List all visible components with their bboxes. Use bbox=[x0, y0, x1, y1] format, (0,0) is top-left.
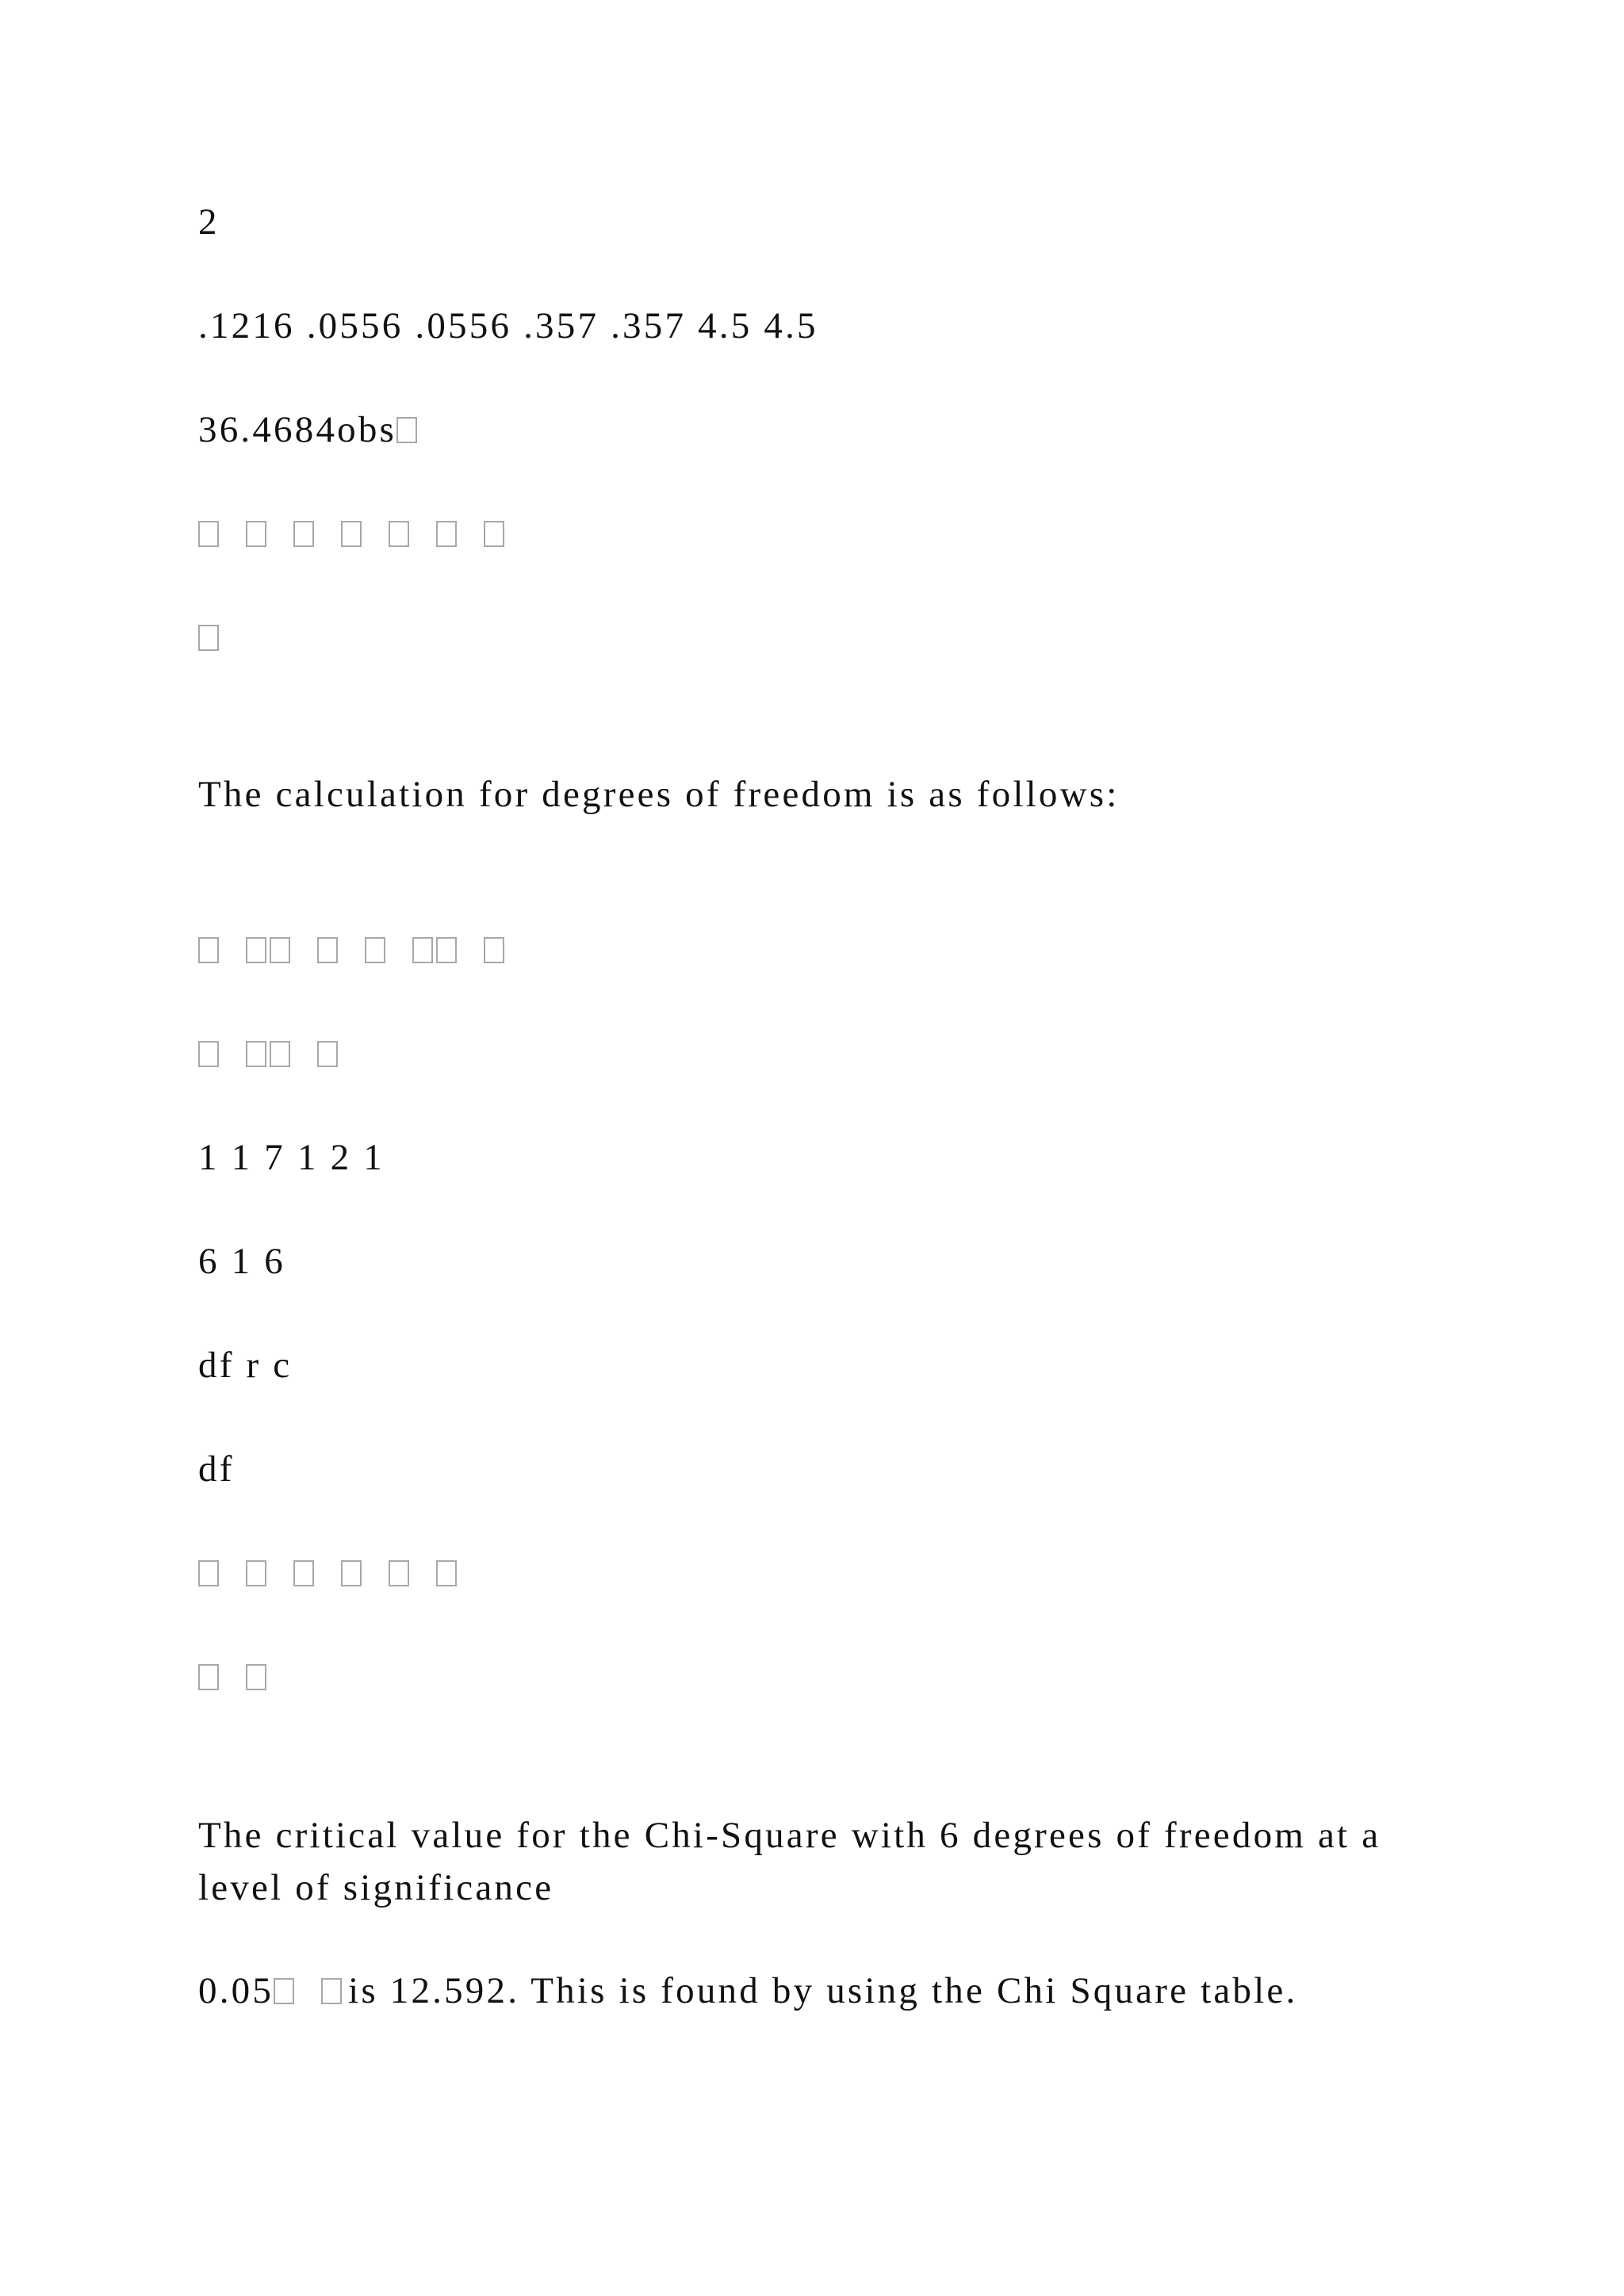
line-1: 2 bbox=[198, 201, 220, 243]
missing-glyph-icon bbox=[321, 1978, 342, 2004]
missing-glyph-icon bbox=[198, 521, 219, 547]
missing-glyph-icon bbox=[270, 1041, 290, 1067]
missing-glyph-icon bbox=[246, 1664, 266, 1690]
missing-glyph-icon bbox=[293, 521, 314, 547]
line-16 bbox=[198, 1965, 1297, 2017]
line-11: df r c bbox=[198, 1345, 293, 1386]
alpha-value: 0.05 bbox=[198, 1970, 274, 2011]
missing-glyph-icon bbox=[317, 1041, 338, 1067]
missing-glyph-icon bbox=[484, 937, 504, 963]
missing-glyph-icon bbox=[198, 625, 219, 651]
critical-value-paragraph: The critical value for the Chi-Square with 6 degrees of freedom at a level of significance bbox=[198, 1815, 1381, 1908]
missing-glyph-icon bbox=[436, 521, 457, 547]
missing-glyph-icon bbox=[436, 1560, 457, 1586]
line-12: df bbox=[198, 1448, 235, 1490]
missing-glyph-icon bbox=[436, 937, 457, 963]
missing-glyph-icon bbox=[484, 521, 504, 547]
line-7-glyphs bbox=[198, 924, 504, 976]
line-4-glyphs bbox=[198, 507, 504, 560]
missing-glyph-icon bbox=[246, 521, 266, 547]
missing-glyph-icon bbox=[246, 1041, 266, 1067]
missing-glyph-icon bbox=[412, 937, 433, 963]
critical-value-text: is 12.592. This is found by using the Chi Square table. bbox=[348, 1970, 1298, 2011]
missing-glyph-icon bbox=[365, 937, 385, 963]
missing-glyph-icon bbox=[198, 937, 219, 963]
line-14-glyphs bbox=[198, 1651, 266, 1703]
chi-square-obs-value: 36.4684obs bbox=[198, 409, 397, 450]
line-5-glyphs bbox=[198, 611, 219, 664]
line-3 bbox=[198, 404, 417, 456]
missing-glyph-icon bbox=[389, 1560, 409, 1586]
degrees-of-freedom-intro: The calculation for degrees of freedom is as follows: bbox=[198, 774, 1120, 815]
missing-glyph-icon bbox=[317, 937, 338, 963]
line-8-glyphs bbox=[198, 1027, 338, 1080]
missing-glyph-icon bbox=[293, 1560, 314, 1586]
missing-glyph-icon bbox=[198, 1041, 219, 1067]
missing-glyph-icon bbox=[396, 417, 417, 443]
missing-glyph-icon bbox=[246, 937, 266, 963]
missing-glyph-icon bbox=[274, 1978, 294, 2004]
missing-glyph-icon bbox=[198, 1664, 219, 1690]
missing-glyph-icon bbox=[198, 1560, 219, 1586]
line-2: .1216 .0556 .0556 .357 .357 4.5 4.5 bbox=[198, 305, 818, 346]
line-9: 1 1 7 1 2 1 bbox=[198, 1137, 385, 1178]
missing-glyph-icon bbox=[341, 521, 362, 547]
line-10: 6 1 6 bbox=[198, 1241, 285, 1282]
missing-glyph-icon bbox=[341, 1560, 362, 1586]
missing-glyph-icon bbox=[389, 521, 409, 547]
missing-glyph-icon bbox=[246, 1560, 266, 1586]
line-13-glyphs bbox=[198, 1547, 457, 1599]
missing-glyph-icon bbox=[270, 937, 290, 963]
